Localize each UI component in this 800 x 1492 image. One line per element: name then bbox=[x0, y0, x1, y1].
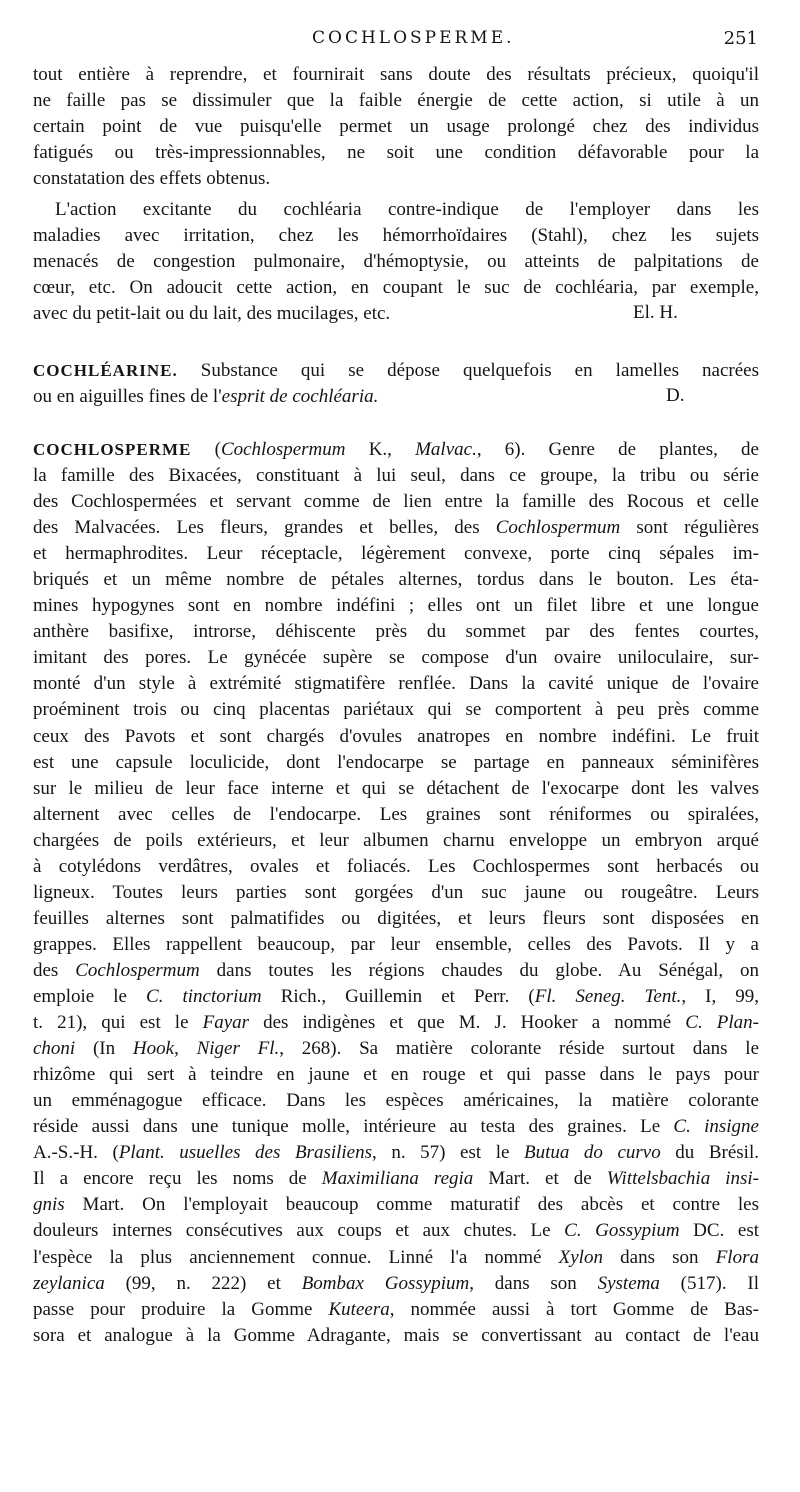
paragraph-line: certain point de vue puisqu'elle permet un usage prolongé chez des individus bbox=[33, 116, 759, 137]
entry-italic: Malvac. bbox=[415, 439, 477, 460]
entry-text: (In bbox=[75, 1038, 133, 1060]
paragraph-line bbox=[33, 906, 759, 932]
entry-text: et hermaphrodites. Leur réceptacle, légèrement convexe, porte cinq sépales im- bbox=[33, 543, 759, 565]
entry-text: K., bbox=[345, 439, 416, 460]
paragraph-line bbox=[33, 776, 759, 802]
paragraph-line bbox=[33, 1010, 759, 1036]
entry-italic: C. Plan- bbox=[685, 1012, 760, 1034]
entry-cochlearine-line bbox=[33, 358, 759, 384]
entry-text: un emménagogue efficace. Dans les espèces américaines, la matière colorante bbox=[33, 1090, 759, 1112]
entry-italic: Cochlospermum bbox=[75, 959, 200, 981]
paragraph-line bbox=[33, 958, 759, 984]
entry-italic: Flora bbox=[715, 1246, 759, 1268]
paragraph-line bbox=[33, 828, 759, 854]
paragraph-line bbox=[33, 619, 759, 645]
entry-text: passe pour produire la Gomme bbox=[33, 1298, 329, 1320]
paragraph-line: cœur, etc. On adoucit cette action, en coupant le suc de cochléaria, par exemple, bbox=[33, 277, 759, 298]
paragraph-line: avec du petit-lait ou du lait, des mucilages, etc. bbox=[33, 303, 391, 324]
entry-text: Il a encore reçu les noms de bbox=[33, 1168, 322, 1190]
paragraph-line bbox=[33, 802, 759, 828]
entry-text: , 6). Genre de plantes, de bbox=[476, 439, 759, 460]
entry-italic: C. tinctorium bbox=[146, 986, 262, 1007]
entry-text: des bbox=[33, 959, 76, 981]
entry-text: des indigènes et que M. J. Hooker a nommé bbox=[249, 1012, 686, 1034]
entry-text: proéminent trois ou cinq placentas pariétaux qui se comportent à peu près comme bbox=[33, 699, 759, 721]
entry-italic: choni bbox=[33, 1038, 76, 1060]
entry-text: réside aussi dans une tunique molle, intérieure au testa des graines. Le bbox=[33, 1116, 674, 1138]
page-number: 251 bbox=[723, 28, 758, 49]
entry-text: (517). Il bbox=[659, 1272, 760, 1294]
paragraph-line bbox=[33, 697, 759, 723]
paragraph-line bbox=[33, 1323, 759, 1349]
paragraph-line bbox=[33, 489, 759, 515]
page-header bbox=[0, 28, 800, 58]
entry-italic: Systema bbox=[597, 1272, 660, 1294]
entry-italic: C. insigne bbox=[673, 1116, 759, 1138]
entry-text: des Malvacées. Les fleurs, grandes et belles, des bbox=[33, 517, 496, 539]
paragraph-line: maladies avec irritation, chez les hémorrhoïdaires (Stahl), chez les sujets bbox=[33, 225, 759, 246]
paragraph-line bbox=[33, 1218, 759, 1244]
paragraph-line bbox=[33, 1140, 759, 1166]
entry-text: chargées de poils extérieurs, et leur albumen charnu enveloppe un embryon arqué bbox=[33, 829, 759, 851]
entry-text: est une capsule loculicide, dont l'endocarpe se partage en panneaux séminifères bbox=[33, 751, 759, 773]
paragraph-line bbox=[33, 671, 759, 697]
paragraph-line bbox=[33, 515, 759, 541]
entry-text: ou en aiguilles fines de l' bbox=[33, 386, 222, 407]
entry-italic: Fl. Seneg. Tent. bbox=[534, 986, 682, 1007]
entry-text: briqués et un même nombre de pétales alternes, tordus dans le bouton. Les éta- bbox=[33, 569, 759, 591]
entry-italic: gnis bbox=[33, 1194, 65, 1216]
entry-italic: Maximiliana regia bbox=[321, 1168, 474, 1190]
entry-text: emploie le bbox=[33, 986, 147, 1007]
running-title: COCHLOSPERME. bbox=[312, 28, 515, 48]
paragraph-line: constatation des effets obtenus. bbox=[33, 168, 271, 189]
paragraph-line bbox=[33, 724, 759, 750]
entry-text: feuilles alternes sont palmatifides ou digitées, et leurs fleurs sont disposées en bbox=[33, 907, 759, 929]
entry-text: l'espèce la plus anciennement connue. Linné l'a nommé bbox=[33, 1246, 559, 1268]
entry-italic: Hook bbox=[132, 1038, 175, 1060]
paragraph-line bbox=[33, 593, 759, 619]
author-signature: D. bbox=[666, 385, 685, 406]
entry-italic: Bombax Gossypium bbox=[301, 1272, 470, 1294]
paragraph-line bbox=[33, 880, 759, 906]
entry-text: rhizôme qui sert à teindre en jaune et en rouge et qui passe dans le pays pour bbox=[33, 1064, 759, 1086]
entry-text: Mart. et de bbox=[473, 1168, 607, 1190]
entry-cochlosperme-line bbox=[33, 437, 759, 463]
entry-text: sur le milieu de leur face interne et qui se détachent de l'exocarpe dont les valves bbox=[33, 777, 759, 799]
entry-text: ceux des Pavots et sont chargés d'ovules anatropes en nombre indéfini. Le fruit bbox=[33, 725, 759, 747]
entry-italic: Wittelsbachia insi- bbox=[606, 1168, 760, 1190]
paragraph-line bbox=[33, 1297, 759, 1323]
entry-text: ( bbox=[214, 439, 221, 460]
entry-italic: Niger Fl. bbox=[196, 1038, 280, 1060]
paragraph-line bbox=[33, 1271, 759, 1297]
entry-text: DC. est bbox=[679, 1220, 760, 1242]
entry-italic: Kuteera bbox=[328, 1298, 390, 1320]
paragraph-line bbox=[33, 463, 759, 489]
entry-text: Rich., Guillemin et Perr. ( bbox=[261, 986, 535, 1007]
paragraph-line bbox=[33, 854, 759, 880]
entry-text: , dans son bbox=[469, 1272, 598, 1294]
entry-text: anthère basifixe, introrse, déhiscente près du sommet par des fentes courtes, bbox=[33, 621, 759, 643]
entry-text: des Cochlospermées et servant comme de lien entre la famille des Rocous et celle bbox=[33, 491, 759, 513]
entry-italic: Cochlospermum bbox=[495, 517, 621, 539]
paragraph-line bbox=[33, 1245, 759, 1271]
paragraph-line bbox=[33, 1114, 759, 1140]
entry-cochlearine-line bbox=[33, 384, 759, 410]
paragraph-line bbox=[33, 932, 759, 958]
paragraph-line: fatigués ou très-impressionnables, ne soit une condition défavorable pour la bbox=[33, 142, 759, 163]
entry-italic: Butua do curvo bbox=[523, 1142, 661, 1164]
entry-text: du Brésil. bbox=[660, 1142, 759, 1164]
entry-text: ligneux. Toutes leurs parties sont gorgées d'un suc jaune ou rougeâtre. Leurs bbox=[33, 881, 759, 903]
paragraph-line bbox=[33, 645, 759, 671]
paragraph-line bbox=[33, 1036, 759, 1062]
entry-text: à cotylédons verdâtres, ovales et foliacés. Les Cochlospermes sont herbacés ou bbox=[33, 855, 759, 877]
paragraph-line bbox=[33, 1166, 759, 1192]
paragraph-line: tout entière à reprendre, et fournirait sans doute des résultats précieux, quoiqu'il bbox=[33, 64, 759, 85]
entry-text: sont régulières bbox=[620, 517, 760, 539]
headword-cochlosperme: COCHLOSPERME bbox=[33, 440, 192, 459]
author-signature: El. H. bbox=[633, 302, 678, 323]
entry-italic: zeylanica bbox=[33, 1272, 105, 1294]
entry-text: A.-S.-H. ( bbox=[33, 1142, 119, 1164]
entry-italic: Plant. usuelles des Brasiliens bbox=[118, 1142, 373, 1164]
entry-text: , 268). Sa matière colorante réside surtout dans le bbox=[279, 1038, 760, 1060]
entry-text: Mart. On l'employait beaucoup comme maturatif des abcès et contre les bbox=[64, 1194, 759, 1216]
entry-italic: Xylon bbox=[558, 1246, 603, 1268]
paragraph-line bbox=[33, 1062, 759, 1088]
entry-text: (99, n. 222) et bbox=[104, 1272, 302, 1294]
entry-italic: Cochlospermum bbox=[220, 439, 346, 460]
entry-text: monté d'un style à extrémité stigmatifère renflée. Dans la cavité unique de l'ovaire bbox=[33, 673, 759, 695]
entry-text: , nommée aussi à tort Gomme de Bas- bbox=[389, 1298, 759, 1320]
entry-italic: Fayar bbox=[202, 1012, 250, 1034]
paragraph-line bbox=[33, 750, 759, 776]
entry-text: dans toutes les régions chaudes du globe. Au Sénégal, on bbox=[199, 959, 759, 981]
entry-text: , n. 57) est le bbox=[372, 1142, 524, 1164]
paragraph-line bbox=[33, 541, 759, 567]
entry-text: douleurs internes consécutives aux coups et aux chutes. Le bbox=[33, 1220, 565, 1242]
entry-italic: esprit de cochléaria. bbox=[221, 386, 379, 407]
entry-text: imitant des pores. Le gynécée supère se compose d'un ovaire uniloculaire, sur- bbox=[33, 647, 759, 669]
paragraph-line: menacés de congestion pulmonaire, d'hémoptysie, ou atteints de palpitations de bbox=[33, 251, 759, 272]
entry-text: , I, 99, bbox=[681, 986, 760, 1007]
entry-text: dans son bbox=[602, 1246, 716, 1268]
entry-italic: C. Gossypium bbox=[564, 1220, 680, 1242]
entry-text: la famille des Bixacées, constituant à lui seul, dans ce groupe, la tribu ou série bbox=[33, 465, 759, 486]
paragraph-line bbox=[33, 1088, 759, 1114]
headword-cochlearine: COCHLÉARINE. bbox=[33, 361, 178, 380]
paragraph-line: ne faille pas se dissimuler que la faible énergie de cette action, si utile à un bbox=[33, 90, 759, 111]
entry-text: Substance qui se dépose quelquefois en lamelles nacrées bbox=[200, 360, 760, 381]
entry-text: alternent avec celles de l'endocarpe. Les graines sont réniformes ou spiralées, bbox=[33, 803, 759, 825]
entry-text: sora et analogue à la Gomme Adragante, mais se convertissant au contact de l'eau bbox=[33, 1324, 759, 1346]
paragraph-line bbox=[33, 1192, 759, 1218]
paragraph-line bbox=[33, 984, 759, 1010]
entry-text: grappes. Elles rappellent beaucoup, par leur ensemble, celles des Pavots. Il y a bbox=[33, 933, 759, 955]
entry-text: t. 21), qui est le bbox=[33, 1012, 203, 1034]
paragraph-line bbox=[33, 567, 759, 593]
entry-text: mines hypogynes sont en nombre indéfini ; elles ont un filet libre et une longue bbox=[33, 595, 759, 617]
paragraph-line: L'action excitante du cochléaria contre-indique de l'employer dans les bbox=[55, 199, 759, 220]
entry-text: , bbox=[174, 1038, 197, 1060]
